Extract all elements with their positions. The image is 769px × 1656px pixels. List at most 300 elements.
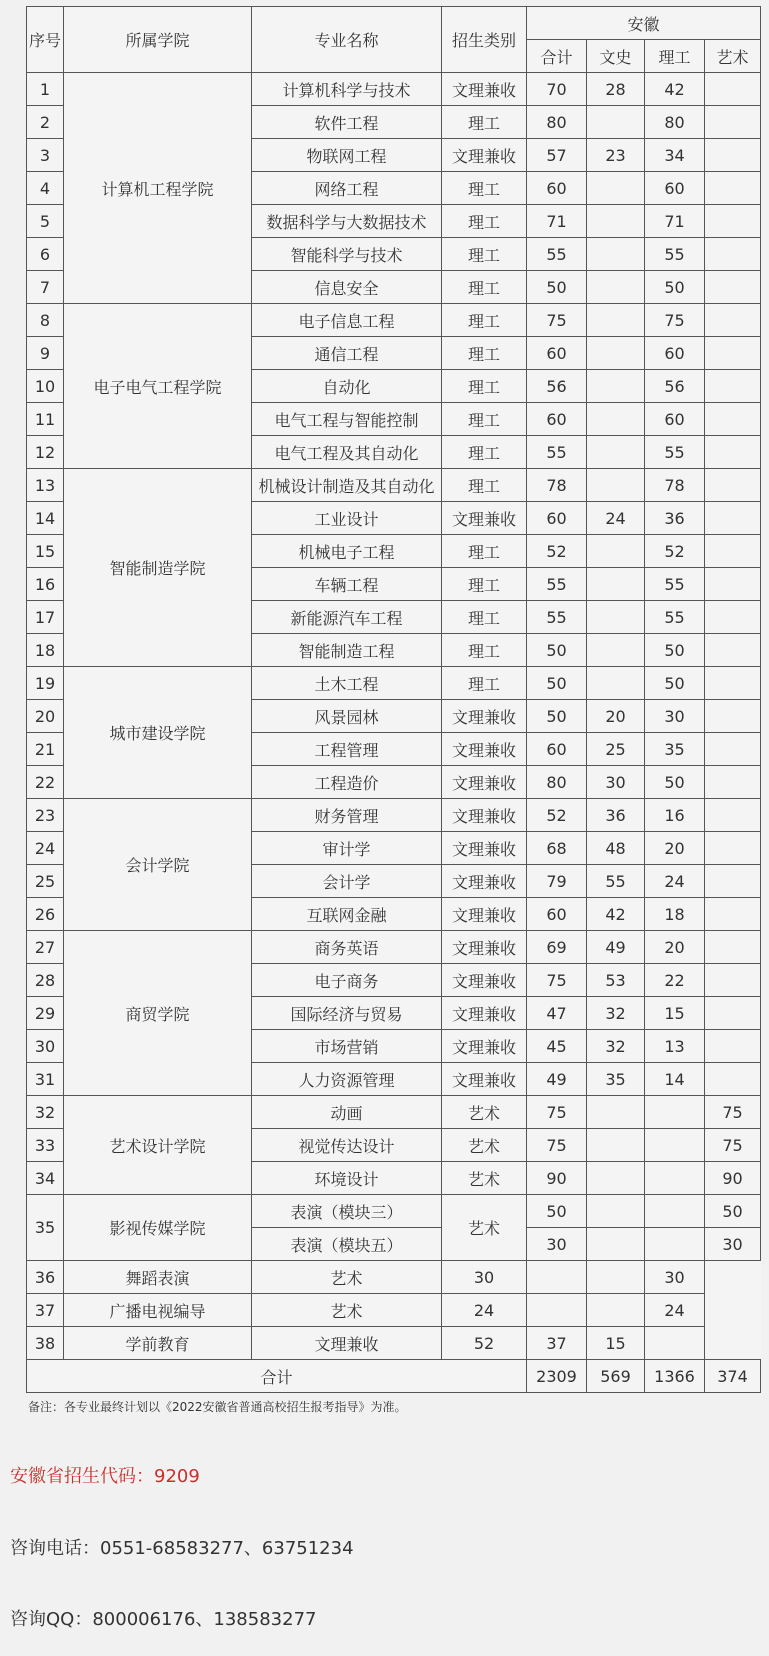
- category-cell: 文理兼收: [442, 766, 527, 799]
- major-name: 商务英语: [252, 931, 442, 964]
- total-cell: 52: [527, 799, 587, 832]
- category-cell: 文理兼收: [442, 139, 527, 172]
- college-name: 艺术设计学院: [64, 1096, 252, 1195]
- wenshi-cell: 42: [587, 898, 645, 931]
- table-row: [27, 799, 761, 832]
- category-cell: 理工: [442, 205, 527, 238]
- admission-code: 安徽省招生代码：9209: [10, 1466, 200, 1487]
- category-cell: 艺术: [252, 1294, 442, 1327]
- footer-yishu: 374: [705, 1360, 761, 1393]
- row-number: 32: [27, 1096, 64, 1129]
- total-cell: 52: [527, 535, 587, 568]
- row-number: 21: [27, 733, 64, 766]
- media-college-body: [27, 1195, 761, 1261]
- table-note: 备注：各专业最终计划以《2022安徽省普通高校招生报考指导》为准。: [28, 1400, 407, 1414]
- yishu-cell: [705, 997, 761, 1030]
- yishu-cell: [705, 832, 761, 865]
- category-cell: 理工: [442, 106, 527, 139]
- row-number: 2: [27, 106, 64, 139]
- ligong-cell: 15: [587, 1327, 645, 1360]
- major-name: 机械电子工程: [252, 535, 442, 568]
- wenshi-cell: [587, 601, 645, 634]
- header-wenshi: 文史: [587, 40, 645, 73]
- category-cell: 理工: [442, 634, 527, 667]
- table-row: [27, 1327, 761, 1360]
- category-cell: 文理兼收: [442, 1030, 527, 1063]
- wenshi-cell: 48: [587, 832, 645, 865]
- college-name: 会计学院: [64, 799, 252, 931]
- major-name: 人力资源管理: [252, 1063, 442, 1096]
- major-name: 物联网工程: [252, 139, 442, 172]
- major-name: 信息安全: [252, 271, 442, 304]
- row-number: 9: [27, 337, 64, 370]
- ligong-cell: 60: [645, 337, 705, 370]
- wenshi-cell: [587, 634, 645, 667]
- table-row: [27, 1096, 761, 1129]
- major-name: 新能源汽车工程: [252, 601, 442, 634]
- college-name: 影视传媒学院: [64, 1195, 252, 1261]
- category-cell: 理工: [442, 304, 527, 337]
- wenshi-cell: [587, 1195, 645, 1228]
- header-college: 所属学院: [64, 7, 252, 73]
- yishu-cell: [705, 865, 761, 898]
- total-cell: 60: [527, 172, 587, 205]
- category-cell: 艺术: [442, 1096, 527, 1129]
- major-name: 软件工程: [252, 106, 442, 139]
- wenshi-cell: 25: [587, 733, 645, 766]
- wenshi-cell: [587, 271, 645, 304]
- row-number: 7: [27, 271, 64, 304]
- total-cell: 79: [527, 865, 587, 898]
- major-name: 广播电视编导: [64, 1294, 252, 1327]
- wenshi-cell: [527, 1294, 587, 1327]
- total-cell: 60: [527, 733, 587, 766]
- category-cell: 文理兼收: [442, 1063, 527, 1096]
- total-cell: 55: [527, 436, 587, 469]
- row-number: 37: [27, 1294, 64, 1327]
- category-cell: 理工: [442, 535, 527, 568]
- category-cell: 理工: [442, 403, 527, 436]
- major-name: 工程管理: [252, 733, 442, 766]
- major-name: 电气工程及其自动化: [252, 436, 442, 469]
- row-number: 10: [27, 370, 64, 403]
- yishu-cell: 75: [705, 1129, 761, 1162]
- wenshi-cell: 36: [587, 799, 645, 832]
- total-cell: 68: [527, 832, 587, 865]
- ligong-cell: 34: [645, 139, 705, 172]
- category-cell: 理工: [442, 370, 527, 403]
- total-cell: 75: [527, 1096, 587, 1129]
- category-cell: 理工: [442, 172, 527, 205]
- yishu-cell: 50: [705, 1195, 761, 1228]
- major-name: 土木工程: [252, 667, 442, 700]
- row-number: 4: [27, 172, 64, 205]
- yishu-cell: [705, 964, 761, 997]
- row-number: 25: [27, 865, 64, 898]
- row-number: 35: [27, 1195, 64, 1261]
- major-name: 国际经济与贸易: [252, 997, 442, 1030]
- yishu-cell: [705, 205, 761, 238]
- row-number: 26: [27, 898, 64, 931]
- category-cell: 理工: [442, 436, 527, 469]
- row-number: 23: [27, 799, 64, 832]
- category-cell: 文理兼收: [442, 898, 527, 931]
- category-cell: 文理兼收: [442, 931, 527, 964]
- yishu-cell: [705, 601, 761, 634]
- wenshi-cell: 32: [587, 997, 645, 1030]
- yishu-cell: [705, 271, 761, 304]
- wenshi-cell: 55: [587, 865, 645, 898]
- category-cell: 理工: [442, 469, 527, 502]
- total-cell: 47: [527, 997, 587, 1030]
- wenshi-cell: 30: [587, 766, 645, 799]
- enrollment-plan-table: [26, 6, 761, 1393]
- major-name: 环境设计: [252, 1162, 442, 1195]
- ligong-cell: [645, 1195, 705, 1228]
- row-number: 24: [27, 832, 64, 865]
- total-cell: 70: [527, 73, 587, 106]
- ligong-cell: 55: [645, 601, 705, 634]
- table-row: [27, 667, 761, 700]
- wenshi-cell: [587, 1228, 645, 1261]
- ligong-cell: 16: [645, 799, 705, 832]
- row-number: 12: [27, 436, 64, 469]
- major-name: 计算机科学与技术: [252, 73, 442, 106]
- category-cell: 文理兼收: [252, 1327, 442, 1360]
- yishu-cell: [705, 73, 761, 106]
- yishu-cell: [705, 370, 761, 403]
- row-number: 20: [27, 700, 64, 733]
- major-name: 电子信息工程: [252, 304, 442, 337]
- major-name: 表演（模块三）: [252, 1195, 442, 1228]
- wenshi-cell: 32: [587, 1030, 645, 1063]
- yishu-cell: [705, 502, 761, 535]
- college-name: 计算机工程学院: [64, 73, 252, 304]
- yishu-cell: [705, 667, 761, 700]
- ligong-cell: 42: [645, 73, 705, 106]
- ligong-cell: 13: [645, 1030, 705, 1063]
- wenshi-cell: 35: [587, 1063, 645, 1096]
- row-number: 19: [27, 667, 64, 700]
- total-cell: 50: [527, 1195, 587, 1228]
- total-cell: 80: [527, 106, 587, 139]
- ligong-cell: 50: [645, 667, 705, 700]
- wenshi-cell: [587, 205, 645, 238]
- yishu-cell: [705, 436, 761, 469]
- wenshi-cell: [587, 106, 645, 139]
- ligong-cell: 24: [645, 865, 705, 898]
- major-name: 网络工程: [252, 172, 442, 205]
- yishu-cell: [705, 535, 761, 568]
- yishu-cell: [705, 1063, 761, 1096]
- ligong-cell: 52: [645, 535, 705, 568]
- ligong-cell: 60: [645, 172, 705, 205]
- row-number: 18: [27, 634, 64, 667]
- row-number: 15: [27, 535, 64, 568]
- major-name: 审计学: [252, 832, 442, 865]
- category-cell: 文理兼收: [442, 73, 527, 106]
- row-number: 13: [27, 469, 64, 502]
- wenshi-cell: [587, 337, 645, 370]
- row-number: 1: [27, 73, 64, 106]
- ligong-cell: 75: [645, 304, 705, 337]
- yishu-cell: [705, 799, 761, 832]
- total-cell: 50: [527, 634, 587, 667]
- total-cell: 57: [527, 139, 587, 172]
- wenshi-cell: [587, 436, 645, 469]
- category-cell: 理工: [442, 601, 527, 634]
- wenshi-cell: 23: [587, 139, 645, 172]
- wenshi-cell: 28: [587, 73, 645, 106]
- category-cell: 艺术: [252, 1261, 442, 1294]
- total-cell: 60: [527, 337, 587, 370]
- wenshi-cell: [587, 1129, 645, 1162]
- ligong-cell: 30: [645, 700, 705, 733]
- total-cell: 55: [527, 601, 587, 634]
- wenshi-cell: 20: [587, 700, 645, 733]
- footer-wenshi: 569: [587, 1360, 645, 1393]
- total-cell: 60: [527, 502, 587, 535]
- major-name: 电子商务: [252, 964, 442, 997]
- row-number: 16: [27, 568, 64, 601]
- major-name: 视觉传达设计: [252, 1129, 442, 1162]
- total-cell: 55: [527, 238, 587, 271]
- wenshi-cell: [587, 1096, 645, 1129]
- yishu-cell: [705, 172, 761, 205]
- table-footer: [27, 1360, 761, 1393]
- total-cell: 56: [527, 370, 587, 403]
- category-cell: 理工: [442, 337, 527, 370]
- yishu-cell: [705, 568, 761, 601]
- row-number: 34: [27, 1162, 64, 1195]
- category-cell: 文理兼收: [442, 832, 527, 865]
- row-number: 36: [27, 1261, 64, 1294]
- ligong-cell: 22: [645, 964, 705, 997]
- yishu-cell: [705, 634, 761, 667]
- ligong-cell: 78: [645, 469, 705, 502]
- major-name: 会计学: [252, 865, 442, 898]
- ligong-cell: [645, 1228, 705, 1261]
- total-cell: 49: [527, 1063, 587, 1096]
- total-cell: 50: [527, 700, 587, 733]
- major-name: 自动化: [252, 370, 442, 403]
- row-number: 3: [27, 139, 64, 172]
- wenshi-cell: [587, 403, 645, 436]
- yishu-cell: [705, 766, 761, 799]
- category-cell: 艺术: [442, 1129, 527, 1162]
- ligong-cell: 71: [645, 205, 705, 238]
- major-name: 表演（模块五）: [252, 1228, 442, 1261]
- header-region: 安徽: [527, 7, 761, 40]
- row-number: 22: [27, 766, 64, 799]
- row-number: 30: [27, 1030, 64, 1063]
- total-cell: 75: [527, 964, 587, 997]
- ligong-cell: [645, 1129, 705, 1162]
- header-major: 专业名称: [252, 7, 442, 73]
- row-number: 31: [27, 1063, 64, 1096]
- category-cell: 文理兼收: [442, 700, 527, 733]
- ligong-cell: 20: [645, 931, 705, 964]
- table-row: [27, 1294, 761, 1327]
- row-number: 38: [27, 1327, 64, 1360]
- header-total: 合计: [527, 40, 587, 73]
- table-row: [27, 469, 761, 502]
- header-ligong: 理工: [645, 40, 705, 73]
- row-number: 27: [27, 931, 64, 964]
- yishu-cell: 30: [645, 1261, 705, 1294]
- total-cell: 75: [527, 1129, 587, 1162]
- wenshi-cell: [587, 535, 645, 568]
- total-cell: 30: [527, 1228, 587, 1261]
- contact-phone: 咨询电话：0551-68583277、63751234: [10, 1538, 354, 1559]
- wenshi-cell: 24: [587, 502, 645, 535]
- major-name: 数据科学与大数据技术: [252, 205, 442, 238]
- row-number: 14: [27, 502, 64, 535]
- table-row: [27, 1195, 761, 1228]
- total-cell: 75: [527, 304, 587, 337]
- total-cell: 52: [442, 1327, 527, 1360]
- total-cell: 60: [527, 898, 587, 931]
- college-name: 智能制造学院: [64, 469, 252, 667]
- wenshi-cell: [587, 172, 645, 205]
- total-cell: 45: [527, 1030, 587, 1063]
- ligong-cell: 56: [645, 370, 705, 403]
- wenshi-cell: [587, 370, 645, 403]
- header-yishu: 艺术: [705, 40, 761, 73]
- category-cell: 文理兼收: [442, 865, 527, 898]
- yishu-cell: [705, 700, 761, 733]
- table-body: [27, 73, 761, 1195]
- total-cell: 30: [442, 1261, 527, 1294]
- footer-label: 合计: [27, 1360, 527, 1393]
- header-no: 序号: [27, 7, 64, 73]
- media-college-rest: [27, 1261, 761, 1360]
- total-cell: 60: [527, 403, 587, 436]
- total-cell: 78: [527, 469, 587, 502]
- wenshi-cell: [587, 667, 645, 700]
- yishu-cell: [705, 469, 761, 502]
- yishu-cell: [645, 1327, 705, 1360]
- category-cell: 理工: [442, 667, 527, 700]
- yishu-cell: [705, 898, 761, 931]
- wenshi-cell: 37: [527, 1327, 587, 1360]
- college-name: 电子电气工程学院: [64, 304, 252, 469]
- ligong-cell: [645, 1162, 705, 1195]
- category-cell: 文理兼收: [442, 502, 527, 535]
- ligong-cell: [587, 1294, 645, 1327]
- contact-qq: 咨询QQ：800006176、138583277: [10, 1609, 317, 1630]
- total-cell: 50: [527, 667, 587, 700]
- yishu-cell: [705, 733, 761, 766]
- yishu-cell: 90: [705, 1162, 761, 1195]
- total-cell: 80: [527, 766, 587, 799]
- major-name: 智能科学与技术: [252, 238, 442, 271]
- table-row: [27, 304, 761, 337]
- category-cell: 文理兼收: [442, 799, 527, 832]
- wenshi-cell: [587, 238, 645, 271]
- college-name: 商贸学院: [64, 931, 252, 1096]
- table-header: [27, 7, 761, 73]
- major-name: 电气工程与智能控制: [252, 403, 442, 436]
- yishu-cell: 30: [705, 1228, 761, 1261]
- major-name: 车辆工程: [252, 568, 442, 601]
- yishu-cell: [705, 106, 761, 139]
- category-cell: 文理兼收: [442, 997, 527, 1030]
- major-name: 舞蹈表演: [64, 1261, 252, 1294]
- ligong-cell: 50: [645, 766, 705, 799]
- category-cell: 文理兼收: [442, 733, 527, 766]
- yishu-cell: [705, 403, 761, 436]
- table-row: [27, 931, 761, 964]
- row-number: 11: [27, 403, 64, 436]
- table-row: [27, 73, 761, 106]
- yishu-cell: [705, 1030, 761, 1063]
- major-name: 智能制造工程: [252, 634, 442, 667]
- ligong-cell: 14: [645, 1063, 705, 1096]
- total-cell: 69: [527, 931, 587, 964]
- row-number: 28: [27, 964, 64, 997]
- row-number: 17: [27, 601, 64, 634]
- ligong-cell: 50: [645, 634, 705, 667]
- college-name: 城市建设学院: [64, 667, 252, 799]
- row-number: 5: [27, 205, 64, 238]
- wenshi-cell: 53: [587, 964, 645, 997]
- yishu-cell: [705, 931, 761, 964]
- ligong-cell: 35: [645, 733, 705, 766]
- ligong-cell: 18: [645, 898, 705, 931]
- total-cell: 90: [527, 1162, 587, 1195]
- ligong-cell: 55: [645, 436, 705, 469]
- ligong-cell: 60: [645, 403, 705, 436]
- major-name: 风景园林: [252, 700, 442, 733]
- yishu-cell: 24: [645, 1294, 705, 1327]
- wenshi-cell: 49: [587, 931, 645, 964]
- ligong-cell: 55: [645, 238, 705, 271]
- category-cell: 文理兼收: [442, 964, 527, 997]
- category-cell: 理工: [442, 238, 527, 271]
- yishu-cell: [705, 238, 761, 271]
- header-category: 招生类别: [442, 7, 527, 73]
- ligong-cell: [645, 1096, 705, 1129]
- major-name: 机械设计制造及其自动化: [252, 469, 442, 502]
- ligong-cell: 36: [645, 502, 705, 535]
- table-row: [27, 1261, 761, 1294]
- row-number: 33: [27, 1129, 64, 1162]
- row-number: 8: [27, 304, 64, 337]
- wenshi-cell: [587, 568, 645, 601]
- ligong-cell: 15: [645, 997, 705, 1030]
- major-name: 互联网金融: [252, 898, 442, 931]
- major-name: 财务管理: [252, 799, 442, 832]
- total-cell: 50: [527, 271, 587, 304]
- wenshi-cell: [587, 1162, 645, 1195]
- total-cell: 71: [527, 205, 587, 238]
- category-cell: 理工: [442, 271, 527, 304]
- major-name: 通信工程: [252, 337, 442, 370]
- major-name: 市场营销: [252, 1030, 442, 1063]
- footer-ligong: 1366: [645, 1360, 705, 1393]
- category-cell: 艺术: [442, 1162, 527, 1195]
- ligong-cell: 20: [645, 832, 705, 865]
- row-number: 29: [27, 997, 64, 1030]
- yishu-cell: [705, 337, 761, 370]
- category-cell: 理工: [442, 568, 527, 601]
- category-cell: 艺术: [442, 1195, 527, 1261]
- major-name: 动画: [252, 1096, 442, 1129]
- wenshi-cell: [587, 304, 645, 337]
- major-name: 工程造价: [252, 766, 442, 799]
- total-row: [27, 1360, 761, 1393]
